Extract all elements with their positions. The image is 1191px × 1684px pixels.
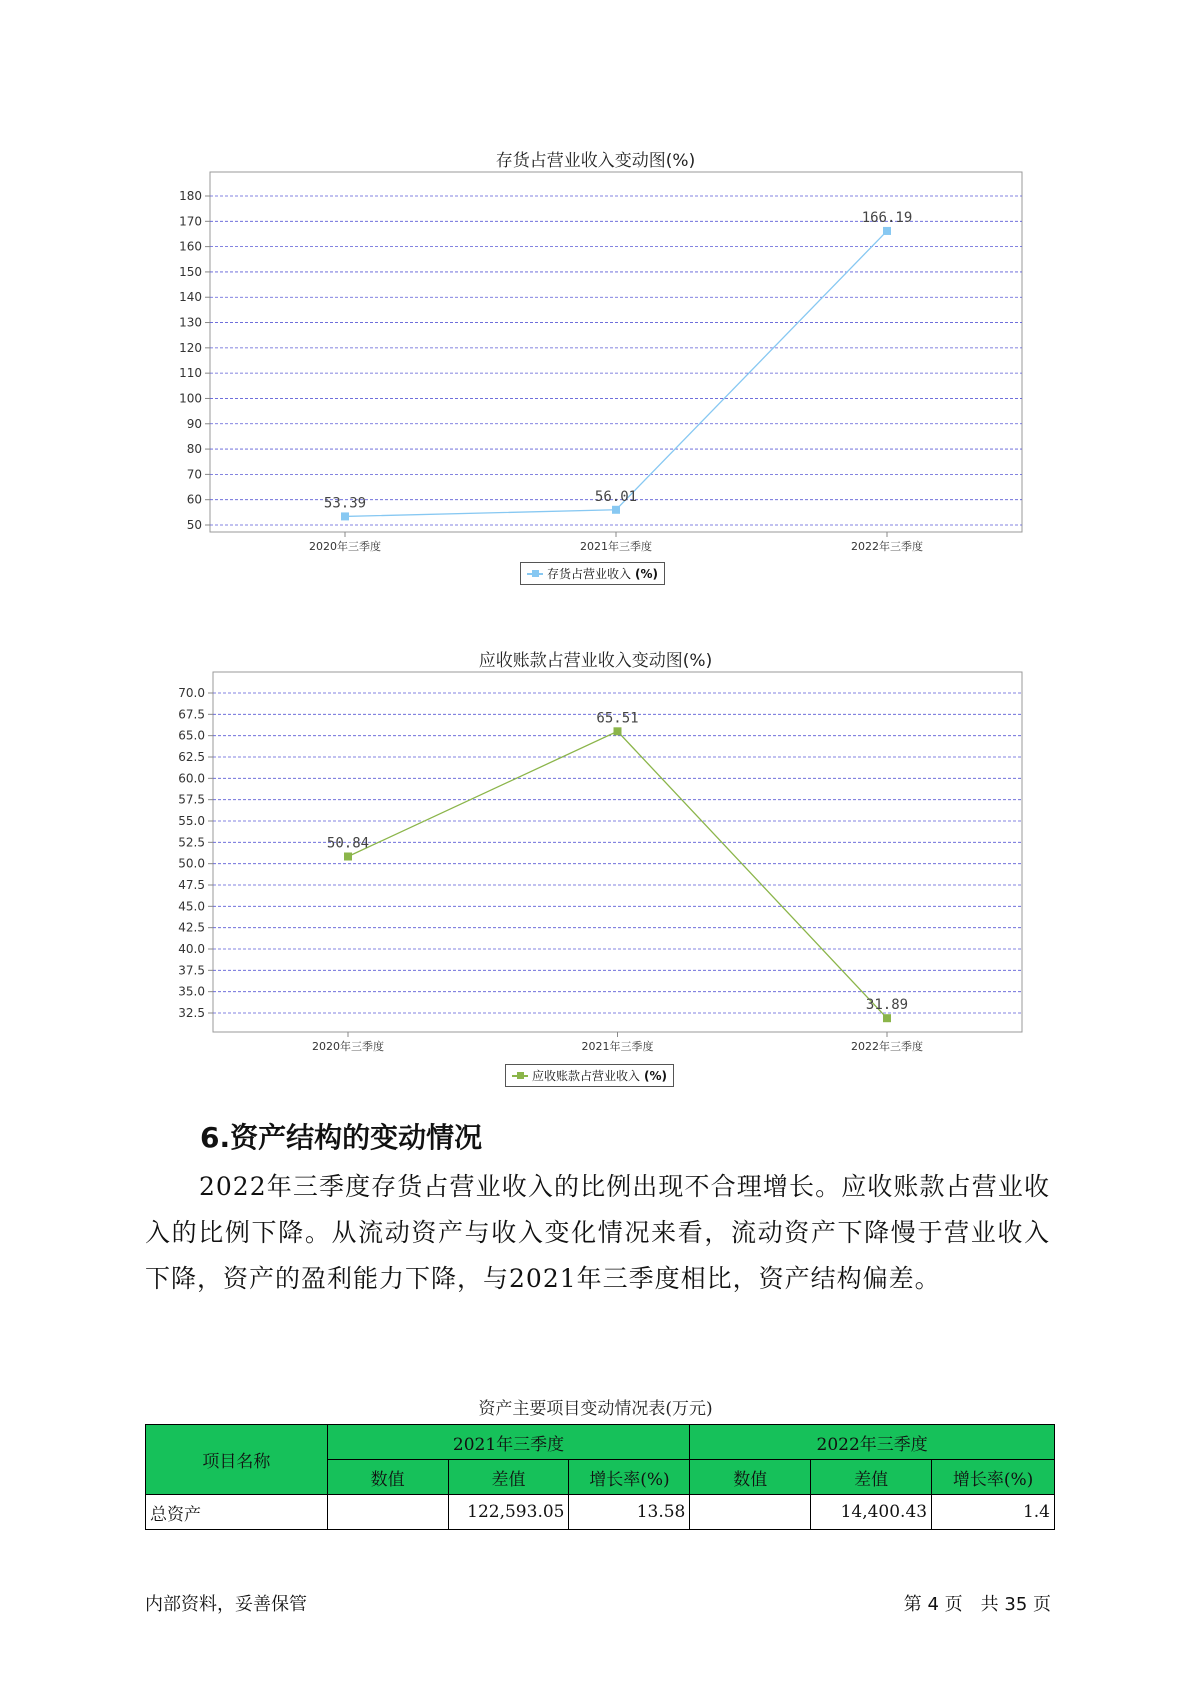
x-tick-label: 2021年三季度	[580, 540, 652, 553]
data-point	[883, 227, 891, 235]
x-tick-label: 2020年三季度	[312, 1040, 384, 1053]
footer-page-number: 第 4 页 共 35 页	[903, 1594, 1051, 1615]
y-tick-label: 100	[179, 391, 202, 406]
y-tick-label: 70	[186, 467, 202, 482]
subheader-difference: 差值	[811, 1460, 932, 1495]
y-tick-label: 57.5	[178, 792, 205, 807]
footer-confidential: 内部资料，妥善保管	[145, 1594, 307, 1615]
asset-change-table	[145, 1424, 1055, 1530]
section-heading: 6.资产结构的变动情况	[200, 1121, 483, 1154]
y-tick-label: 37.5	[178, 963, 205, 978]
legend-swatch-icon	[512, 1075, 528, 1077]
y-tick-label: 60	[186, 492, 202, 507]
inventory-ratio-chart	[0, 168, 1191, 558]
y-tick-label: 80	[186, 442, 202, 457]
data-label: 65.51	[596, 710, 639, 727]
plot-frame	[210, 172, 1022, 532]
y-tick-label: 67.5	[178, 707, 205, 722]
row-name: 总资产	[146, 1495, 328, 1530]
section-paragraph: 2022年三季度存货占营业收入的比例出现不合理增长。应收账款占营业收入的比例下降。从流动资产与收入变化情况来看，流动资产下降慢于营业收入下降，资产的盈利能力下降，与2021年三季度相比，资产结构偏差。	[145, 1172, 1050, 1293]
chart2-legend	[505, 1064, 674, 1087]
y-tick-label: 160	[179, 239, 202, 254]
data-label: 50.84	[326, 835, 370, 852]
chart1-legend-label: 存货占营业收入	[547, 567, 632, 581]
data-label: 166.19	[861, 209, 913, 226]
y-tick-label: 35.0	[178, 984, 205, 999]
header-period-2022: 2022年三季度	[690, 1425, 1055, 1460]
y-tick-label: 150	[179, 264, 202, 279]
legend-swatch-icon	[527, 573, 543, 575]
y-tick-label: 70.0	[178, 686, 205, 700]
data-point	[612, 506, 620, 514]
y-tick-label: 110	[179, 366, 202, 381]
chart1-legend-unit: (%)	[635, 566, 659, 581]
table-cell	[690, 1495, 811, 1530]
y-tick-label: 52.5	[178, 835, 205, 850]
chart2-title: 应收账款占营业收入变动图(%)	[478, 651, 713, 671]
y-tick-label: 32.5	[178, 1006, 205, 1020]
table-row	[146, 1495, 1055, 1530]
y-tick-label: 45.0	[178, 899, 205, 914]
table-cell: 1.4	[932, 1495, 1055, 1530]
data-label: 56.01	[594, 488, 638, 505]
y-tick-label: 50	[186, 518, 202, 532]
y-tick-label: 65.0	[178, 728, 205, 743]
y-tick-label: 47.5	[178, 878, 205, 892]
y-tick-label: 140	[179, 290, 202, 305]
table-cell: 13.58	[569, 1495, 690, 1530]
header-period-2021: 2021年三季度	[327, 1425, 690, 1460]
y-tick-label: 90	[186, 416, 202, 431]
data-point	[344, 852, 352, 860]
data-point	[883, 1014, 891, 1022]
y-tick-label: 62.5	[178, 750, 205, 764]
x-tick-label: 2022年三季度	[851, 540, 923, 553]
table-cell: 122,593.05	[448, 1495, 569, 1530]
chart1-title: 存货占营业收入变动图(%)	[495, 151, 696, 171]
table-cell	[327, 1495, 448, 1530]
subheader-value: 数值	[327, 1460, 448, 1495]
subheader-growth-rate: 增长率(%)	[569, 1460, 690, 1495]
y-tick-label: 55.0	[178, 814, 205, 828]
data-point	[341, 512, 349, 520]
x-tick-label: 2020年三季度	[309, 540, 381, 553]
y-tick-label: 120	[179, 340, 202, 355]
y-tick-label: 50.0	[178, 856, 205, 871]
y-tick-label: 130	[179, 315, 202, 330]
chart2-legend-label: 应收账款占营业收入	[532, 1069, 641, 1083]
data-label: 31.89	[865, 997, 909, 1014]
header-item-name: 项目名称	[146, 1425, 328, 1495]
chart2-legend-unit: (%)	[644, 1068, 668, 1083]
x-tick-label: 2022年三季度	[851, 1040, 923, 1053]
data-point	[614, 727, 622, 735]
table-caption: 资产主要项目变动情况表(万元)	[478, 1399, 713, 1419]
receivables-ratio-chart	[0, 668, 1191, 1058]
y-tick-label: 170	[179, 214, 202, 229]
subheader-value: 数值	[690, 1460, 811, 1495]
y-tick-label: 60.0	[178, 771, 205, 786]
subheader-difference: 差值	[448, 1460, 569, 1495]
subheader-growth-rate: 增长率(%)	[932, 1460, 1055, 1495]
table-cell: 14,400.43	[811, 1495, 932, 1530]
y-tick-label: 40.0	[178, 942, 205, 956]
x-tick-label: 2021年三季度	[581, 1040, 654, 1053]
y-tick-label: 180	[179, 189, 202, 203]
chart1-legend	[520, 562, 665, 585]
data-label: 53.39	[323, 495, 367, 512]
y-tick-label: 42.5	[178, 920, 205, 935]
